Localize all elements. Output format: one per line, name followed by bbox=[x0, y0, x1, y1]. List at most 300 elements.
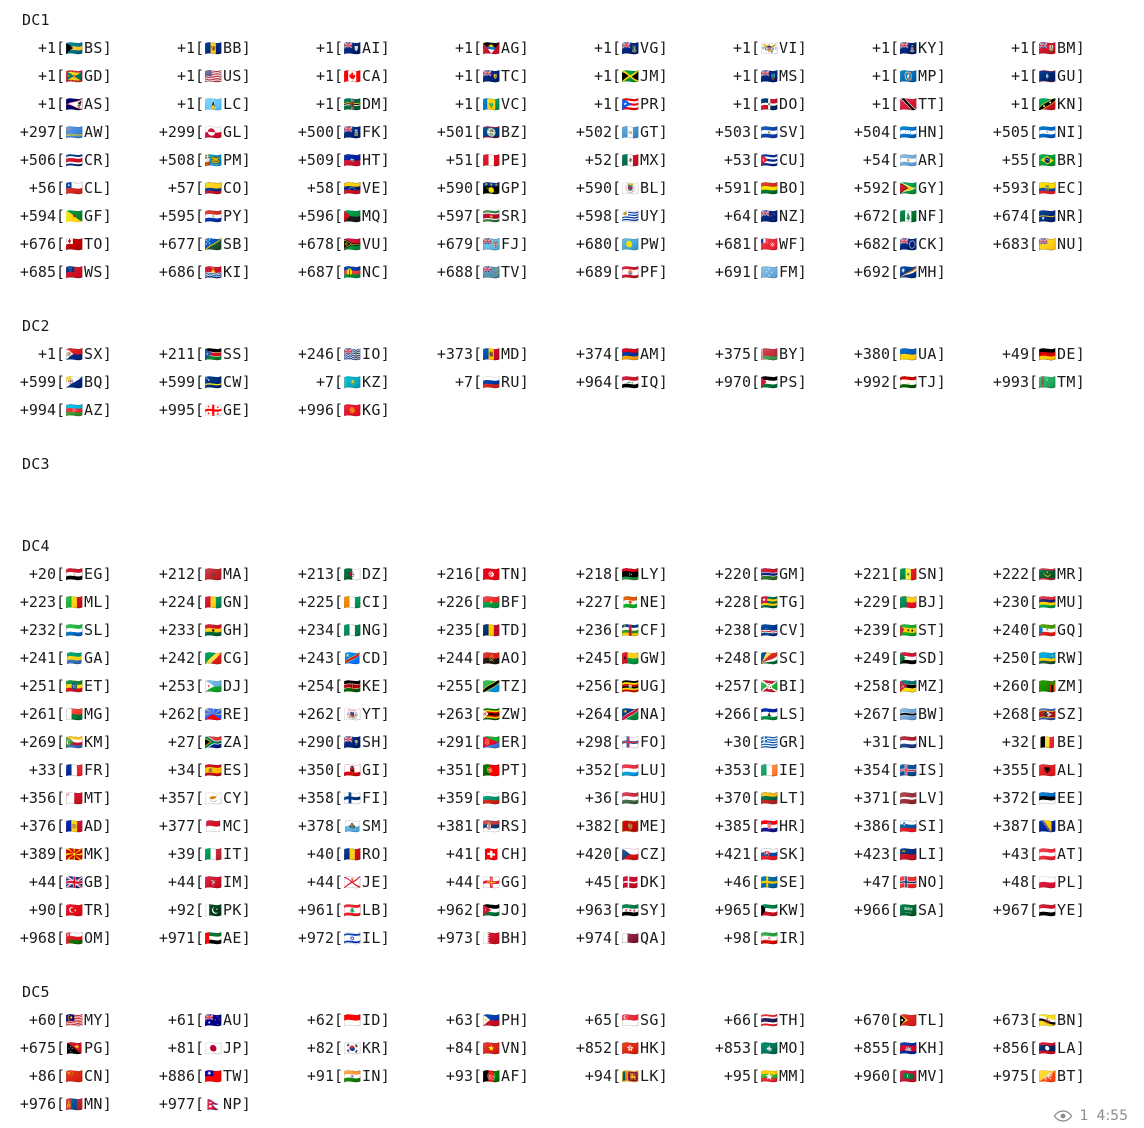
country-entry[interactable] bbox=[155, 1090, 294, 1118]
country-entry[interactable] bbox=[989, 728, 1128, 756]
country-entry[interactable] bbox=[433, 146, 572, 174]
country-entry[interactable] bbox=[155, 756, 294, 784]
country-entry[interactable] bbox=[155, 396, 294, 424]
dial-code: +1 bbox=[871, 67, 890, 85]
country-entry[interactable] bbox=[294, 202, 433, 230]
country-entry[interactable] bbox=[433, 756, 572, 784]
country-entry[interactable] bbox=[16, 118, 155, 146]
country-entry[interactable] bbox=[155, 90, 294, 118]
dial-code: +590 bbox=[575, 179, 612, 197]
country-entry[interactable] bbox=[572, 118, 711, 146]
country-entry[interactable] bbox=[433, 700, 572, 728]
country-entry[interactable] bbox=[433, 644, 572, 672]
country-entry[interactable] bbox=[433, 340, 572, 368]
country-entry[interactable] bbox=[155, 728, 294, 756]
country-entry[interactable] bbox=[711, 202, 850, 230]
country-entry[interactable] bbox=[572, 340, 711, 368]
flag-icon: 🇻🇮 bbox=[760, 41, 779, 57]
country-entry[interactable] bbox=[572, 896, 711, 924]
country-entry[interactable] bbox=[572, 700, 711, 728]
country-entry[interactable] bbox=[16, 202, 155, 230]
country-entry[interactable] bbox=[850, 258, 989, 286]
country-entry[interactable] bbox=[572, 840, 711, 868]
country-entry[interactable] bbox=[16, 174, 155, 202]
country-entry[interactable] bbox=[711, 146, 850, 174]
bracket-open: [ bbox=[1029, 1039, 1039, 1057]
dial-code: +682 bbox=[853, 235, 890, 253]
country-entry[interactable] bbox=[155, 672, 294, 700]
country-entry[interactable] bbox=[850, 812, 989, 840]
dial-code: +993 bbox=[992, 373, 1029, 391]
country-entry[interactable] bbox=[572, 616, 711, 644]
flag-icon: 🇮🇷 bbox=[760, 931, 779, 947]
flag-icon: 🇳🇦 bbox=[621, 707, 640, 723]
country-entry[interactable] bbox=[989, 644, 1128, 672]
country-entry[interactable] bbox=[433, 118, 572, 146]
bracket-open: [ bbox=[751, 179, 761, 197]
country-entry[interactable] bbox=[16, 146, 155, 174]
bracket-close: ] bbox=[519, 761, 529, 779]
country-entry[interactable] bbox=[155, 840, 294, 868]
country-entry[interactable] bbox=[294, 396, 433, 424]
dc-group bbox=[0, 450, 1144, 506]
country-entry[interactable] bbox=[16, 368, 155, 396]
country-entry[interactable] bbox=[989, 588, 1128, 616]
country-entry[interactable] bbox=[155, 258, 294, 286]
dial-code: +46 bbox=[723, 873, 751, 891]
country-entry[interactable] bbox=[155, 924, 294, 952]
bracket-open: [ bbox=[890, 1067, 900, 1085]
country-code: SY bbox=[640, 901, 659, 919]
country-entry[interactable] bbox=[850, 588, 989, 616]
country-entry[interactable] bbox=[16, 560, 155, 588]
country-entry[interactable] bbox=[989, 230, 1128, 258]
country-entry[interactable] bbox=[155, 616, 294, 644]
bracket-close: ] bbox=[102, 401, 112, 419]
country-entry[interactable] bbox=[711, 700, 850, 728]
country-entry[interactable] bbox=[989, 174, 1128, 202]
country-entry[interactable] bbox=[294, 90, 433, 118]
country-code: MD bbox=[501, 345, 520, 363]
country-entry[interactable] bbox=[433, 672, 572, 700]
country-code: BE bbox=[1057, 733, 1076, 751]
country-entry[interactable] bbox=[572, 258, 711, 286]
country-entry[interactable] bbox=[572, 1006, 711, 1034]
country-entry[interactable] bbox=[294, 1006, 433, 1034]
country-entry[interactable] bbox=[155, 230, 294, 258]
country-entry[interactable] bbox=[572, 202, 711, 230]
bracket-open: [ bbox=[334, 901, 344, 919]
country-entry[interactable] bbox=[294, 588, 433, 616]
bracket-close: ] bbox=[797, 1067, 807, 1085]
country-entry[interactable] bbox=[16, 644, 155, 672]
country-entry[interactable] bbox=[16, 34, 155, 62]
country-entry[interactable] bbox=[16, 1090, 155, 1118]
country-entry[interactable] bbox=[711, 62, 850, 90]
country-entry[interactable] bbox=[155, 1034, 294, 1062]
country-entry[interactable] bbox=[433, 840, 572, 868]
country-entry[interactable] bbox=[711, 230, 850, 258]
country-entry[interactable] bbox=[850, 644, 989, 672]
bracket-open: [ bbox=[1029, 1067, 1039, 1085]
country-entry[interactable] bbox=[850, 728, 989, 756]
country-entry[interactable] bbox=[989, 756, 1128, 784]
country-entry[interactable] bbox=[711, 118, 850, 146]
flag-icon: 🇳🇮 bbox=[1038, 125, 1057, 141]
country-entry[interactable] bbox=[850, 784, 989, 812]
country-entry[interactable] bbox=[433, 1034, 572, 1062]
country-entry[interactable] bbox=[433, 588, 572, 616]
flag-icon: 🇳🇨 bbox=[343, 265, 362, 281]
country-entry[interactable] bbox=[850, 62, 989, 90]
bracket-open: [ bbox=[751, 649, 761, 667]
country-entry[interactable] bbox=[711, 34, 850, 62]
country-entry[interactable] bbox=[572, 728, 711, 756]
country-entry[interactable] bbox=[16, 1034, 155, 1062]
country-entry[interactable] bbox=[989, 202, 1128, 230]
country-entry[interactable] bbox=[850, 1006, 989, 1034]
country-entry[interactable] bbox=[850, 616, 989, 644]
country-entry[interactable] bbox=[572, 812, 711, 840]
country-entry[interactable] bbox=[850, 202, 989, 230]
country-entry[interactable] bbox=[989, 784, 1128, 812]
country-entry[interactable] bbox=[711, 340, 850, 368]
flag-icon: 🇱🇺 bbox=[621, 763, 640, 779]
country-entry[interactable] bbox=[294, 1034, 433, 1062]
country-entry[interactable] bbox=[155, 202, 294, 230]
country-entry[interactable] bbox=[155, 368, 294, 396]
country-entry[interactable] bbox=[850, 1034, 989, 1062]
country-entry[interactable] bbox=[16, 784, 155, 812]
country-entry[interactable] bbox=[294, 644, 433, 672]
country-entry[interactable] bbox=[711, 840, 850, 868]
flag-icon: 🇫🇰 bbox=[343, 125, 362, 141]
bracket-open: [ bbox=[56, 123, 66, 141]
country-entry[interactable] bbox=[433, 62, 572, 90]
country-entry[interactable] bbox=[850, 146, 989, 174]
country-entry[interactable] bbox=[711, 560, 850, 588]
country-entry[interactable] bbox=[711, 1062, 850, 1090]
country-entry[interactable] bbox=[433, 560, 572, 588]
country-entry[interactable] bbox=[294, 616, 433, 644]
country-entry[interactable] bbox=[850, 700, 989, 728]
country-entry[interactable] bbox=[294, 560, 433, 588]
country-entry[interactable] bbox=[294, 1062, 433, 1090]
country-code: SI bbox=[918, 817, 937, 835]
country-entry[interactable] bbox=[294, 868, 433, 896]
country-entry[interactable] bbox=[711, 258, 850, 286]
country-entry[interactable] bbox=[433, 868, 572, 896]
country-entry[interactable] bbox=[433, 1006, 572, 1034]
country-entry[interactable] bbox=[294, 230, 433, 258]
bracket-open: [ bbox=[56, 761, 66, 779]
flag-icon: 🇨🇫 bbox=[621, 623, 640, 639]
country-entry[interactable] bbox=[155, 1006, 294, 1034]
country-entry[interactable] bbox=[989, 896, 1128, 924]
country-entry[interactable] bbox=[433, 174, 572, 202]
country-entry[interactable] bbox=[572, 924, 711, 952]
country-entry[interactable] bbox=[433, 230, 572, 258]
country-entry[interactable] bbox=[294, 756, 433, 784]
country-entry[interactable] bbox=[155, 812, 294, 840]
country-entry[interactable] bbox=[16, 868, 155, 896]
country-entry[interactable] bbox=[989, 118, 1128, 146]
country-entry[interactable] bbox=[16, 1062, 155, 1090]
country-entry[interactable] bbox=[155, 700, 294, 728]
country-entry[interactable] bbox=[294, 840, 433, 868]
country-entry[interactable] bbox=[989, 340, 1128, 368]
dial-code: +55 bbox=[1001, 151, 1029, 169]
country-entry[interactable] bbox=[572, 1062, 711, 1090]
country-entry[interactable] bbox=[711, 1034, 850, 1062]
country-entry[interactable] bbox=[16, 258, 155, 286]
bracket-close: ] bbox=[241, 789, 251, 807]
country-entry[interactable] bbox=[155, 174, 294, 202]
dial-code: +1 bbox=[593, 67, 612, 85]
flag-icon: 🇲🇺 bbox=[1038, 595, 1057, 611]
country-entry[interactable] bbox=[989, 34, 1128, 62]
bracket-open: [ bbox=[473, 901, 483, 919]
country-entry[interactable] bbox=[155, 34, 294, 62]
flag-icon: 🇱🇨 bbox=[204, 97, 223, 113]
country-entry[interactable] bbox=[294, 924, 433, 952]
bracket-open: [ bbox=[195, 1067, 205, 1085]
country-entry[interactable] bbox=[433, 896, 572, 924]
country-entry[interactable] bbox=[155, 784, 294, 812]
bracket-open: [ bbox=[612, 649, 622, 667]
country-entry[interactable] bbox=[711, 728, 850, 756]
country-entry[interactable] bbox=[572, 672, 711, 700]
country-entry[interactable] bbox=[433, 812, 572, 840]
country-entry[interactable] bbox=[989, 700, 1128, 728]
country-entry[interactable] bbox=[433, 34, 572, 62]
country-entry[interactable] bbox=[155, 868, 294, 896]
country-entry[interactable] bbox=[16, 588, 155, 616]
country-entry[interactable] bbox=[711, 784, 850, 812]
country-entry[interactable] bbox=[711, 588, 850, 616]
dial-code: +27 bbox=[167, 733, 195, 751]
country-code: EC bbox=[1057, 179, 1076, 197]
flag-icon: 🇵🇸 bbox=[760, 375, 779, 391]
country-entry[interactable] bbox=[989, 672, 1128, 700]
country-entry[interactable] bbox=[16, 812, 155, 840]
country-entry[interactable] bbox=[711, 368, 850, 396]
country-entry[interactable] bbox=[572, 62, 711, 90]
dial-code: +1 bbox=[315, 67, 334, 85]
country-entry[interactable] bbox=[711, 616, 850, 644]
country-entry[interactable] bbox=[16, 728, 155, 756]
country-entry[interactable] bbox=[989, 616, 1128, 644]
country-code: MN bbox=[84, 1095, 103, 1113]
country-entry[interactable] bbox=[711, 868, 850, 896]
country-entry[interactable] bbox=[572, 34, 711, 62]
country-entry[interactable] bbox=[294, 174, 433, 202]
bracket-close: ] bbox=[797, 649, 807, 667]
country-entry[interactable] bbox=[433, 616, 572, 644]
country-code: NO bbox=[918, 873, 937, 891]
country-entry[interactable] bbox=[294, 784, 433, 812]
country-entry[interactable] bbox=[294, 368, 433, 396]
country-code: AF bbox=[501, 1067, 520, 1085]
country-entry[interactable] bbox=[850, 560, 989, 588]
dial-code: +268 bbox=[992, 705, 1029, 723]
country-code: HT bbox=[362, 151, 381, 169]
country-entry[interactable] bbox=[294, 118, 433, 146]
country-entry[interactable] bbox=[989, 840, 1128, 868]
flag-icon: 🇬🇼 bbox=[621, 651, 640, 667]
country-entry[interactable] bbox=[850, 756, 989, 784]
country-entry[interactable] bbox=[711, 90, 850, 118]
country-entry[interactable] bbox=[711, 174, 850, 202]
country-entry[interactable] bbox=[572, 174, 711, 202]
country-entry[interactable] bbox=[16, 396, 155, 424]
country-entry[interactable] bbox=[850, 340, 989, 368]
country-entry[interactable] bbox=[572, 1034, 711, 1062]
country-entry[interactable] bbox=[16, 896, 155, 924]
country-entry[interactable] bbox=[433, 202, 572, 230]
country-entry[interactable] bbox=[294, 896, 433, 924]
country-entry[interactable] bbox=[989, 62, 1128, 90]
country-entry[interactable] bbox=[16, 700, 155, 728]
country-entry[interactable] bbox=[16, 616, 155, 644]
country-entry[interactable] bbox=[155, 896, 294, 924]
bracket-open: [ bbox=[473, 705, 483, 723]
country-entry[interactable] bbox=[155, 146, 294, 174]
country-entry[interactable] bbox=[850, 868, 989, 896]
country-entry[interactable] bbox=[294, 728, 433, 756]
country-entry[interactable] bbox=[16, 840, 155, 868]
country-entry[interactable] bbox=[294, 340, 433, 368]
country-entry[interactable] bbox=[294, 62, 433, 90]
country-entry[interactable] bbox=[16, 756, 155, 784]
country-entry[interactable] bbox=[16, 1006, 155, 1034]
country-entry[interactable] bbox=[433, 90, 572, 118]
bracket-close: ] bbox=[797, 929, 807, 947]
flag-icon: 🇨🇦 bbox=[343, 69, 362, 85]
country-entry[interactable] bbox=[572, 784, 711, 812]
country-entry[interactable] bbox=[16, 230, 155, 258]
country-entry[interactable] bbox=[989, 368, 1128, 396]
country-entry[interactable] bbox=[155, 1062, 294, 1090]
country-entry[interactable] bbox=[711, 896, 850, 924]
country-entry[interactable] bbox=[850, 34, 989, 62]
country-entry[interactable] bbox=[433, 1062, 572, 1090]
country-entry[interactable] bbox=[989, 1006, 1128, 1034]
dial-code: +1 bbox=[176, 39, 195, 57]
country-entry[interactable] bbox=[572, 588, 711, 616]
country-entry[interactable] bbox=[572, 90, 711, 118]
country-entry[interactable] bbox=[850, 90, 989, 118]
country-entry[interactable] bbox=[989, 560, 1128, 588]
country-entry[interactable] bbox=[850, 230, 989, 258]
country-entry[interactable] bbox=[850, 174, 989, 202]
country-entry[interactable] bbox=[989, 812, 1128, 840]
country-entry[interactable] bbox=[711, 812, 850, 840]
country-entry[interactable] bbox=[155, 588, 294, 616]
country-entry[interactable] bbox=[16, 62, 155, 90]
country-entry[interactable] bbox=[711, 756, 850, 784]
country-entry[interactable] bbox=[572, 560, 711, 588]
bracket-close: ] bbox=[380, 95, 390, 113]
country-entry[interactable] bbox=[155, 118, 294, 146]
country-entry[interactable] bbox=[711, 644, 850, 672]
country-code: DZ bbox=[362, 565, 381, 583]
dial-code: +57 bbox=[167, 179, 195, 197]
flag-icon: 🇮🇳 bbox=[343, 1069, 362, 1085]
country-entry[interactable] bbox=[294, 146, 433, 174]
country-code: AL bbox=[1057, 761, 1076, 779]
dial-code: +225 bbox=[297, 593, 334, 611]
bracket-close: ] bbox=[102, 761, 112, 779]
country-entry[interactable] bbox=[16, 672, 155, 700]
country-entry[interactable] bbox=[711, 672, 850, 700]
country-entry[interactable] bbox=[16, 90, 155, 118]
country-code: JO bbox=[501, 901, 520, 919]
country-entry[interactable] bbox=[16, 924, 155, 952]
flag-icon: 🇧🇧 bbox=[204, 41, 223, 57]
country-entry[interactable] bbox=[989, 1034, 1128, 1062]
country-entry[interactable] bbox=[711, 1006, 850, 1034]
flag-icon: 🇸🇷 bbox=[482, 209, 501, 225]
country-entry[interactable] bbox=[294, 700, 433, 728]
country-entry[interactable] bbox=[155, 560, 294, 588]
country-entry[interactable] bbox=[850, 1062, 989, 1090]
country-entry[interactable] bbox=[572, 146, 711, 174]
country-entry[interactable] bbox=[155, 644, 294, 672]
country-entry[interactable] bbox=[572, 868, 711, 896]
country-entry[interactable] bbox=[16, 340, 155, 368]
country-entry[interactable] bbox=[989, 1062, 1128, 1090]
country-entry[interactable] bbox=[572, 756, 711, 784]
country-entry[interactable] bbox=[433, 924, 572, 952]
country-code: TC bbox=[501, 67, 520, 85]
country-entry[interactable] bbox=[989, 90, 1128, 118]
country-entry[interactable] bbox=[572, 230, 711, 258]
country-entry[interactable] bbox=[294, 672, 433, 700]
country-entry[interactable] bbox=[433, 368, 572, 396]
country-entry[interactable] bbox=[294, 812, 433, 840]
bracket-open: [ bbox=[195, 345, 205, 363]
bracket-close: ] bbox=[797, 345, 807, 363]
country-entry[interactable] bbox=[989, 868, 1128, 896]
country-entry[interactable] bbox=[572, 644, 711, 672]
country-entry[interactable] bbox=[433, 784, 572, 812]
dial-code: +1 bbox=[732, 95, 751, 113]
country-entry[interactable] bbox=[155, 62, 294, 90]
country-entry[interactable] bbox=[572, 368, 711, 396]
flag-icon: 🇰🇼 bbox=[760, 903, 779, 919]
bracket-close: ] bbox=[519, 1011, 529, 1029]
flag-icon: 🇰🇿 bbox=[343, 375, 362, 391]
country-entry[interactable] bbox=[155, 340, 294, 368]
bracket-close: ] bbox=[241, 373, 251, 391]
country-entry[interactable] bbox=[989, 146, 1128, 174]
country-entry[interactable] bbox=[850, 896, 989, 924]
bracket-close: ] bbox=[102, 649, 112, 667]
country-entry[interactable] bbox=[850, 368, 989, 396]
country-entry[interactable] bbox=[294, 34, 433, 62]
country-entry[interactable] bbox=[850, 118, 989, 146]
country-entry[interactable] bbox=[294, 258, 433, 286]
country-entry[interactable] bbox=[850, 840, 989, 868]
country-entry[interactable] bbox=[850, 672, 989, 700]
country-entry[interactable] bbox=[433, 728, 572, 756]
country-entry[interactable] bbox=[711, 924, 850, 952]
dial-code: +677 bbox=[158, 235, 195, 253]
country-entry[interactable] bbox=[433, 258, 572, 286]
country-code: PT bbox=[501, 761, 520, 779]
country-code: US bbox=[223, 67, 242, 85]
